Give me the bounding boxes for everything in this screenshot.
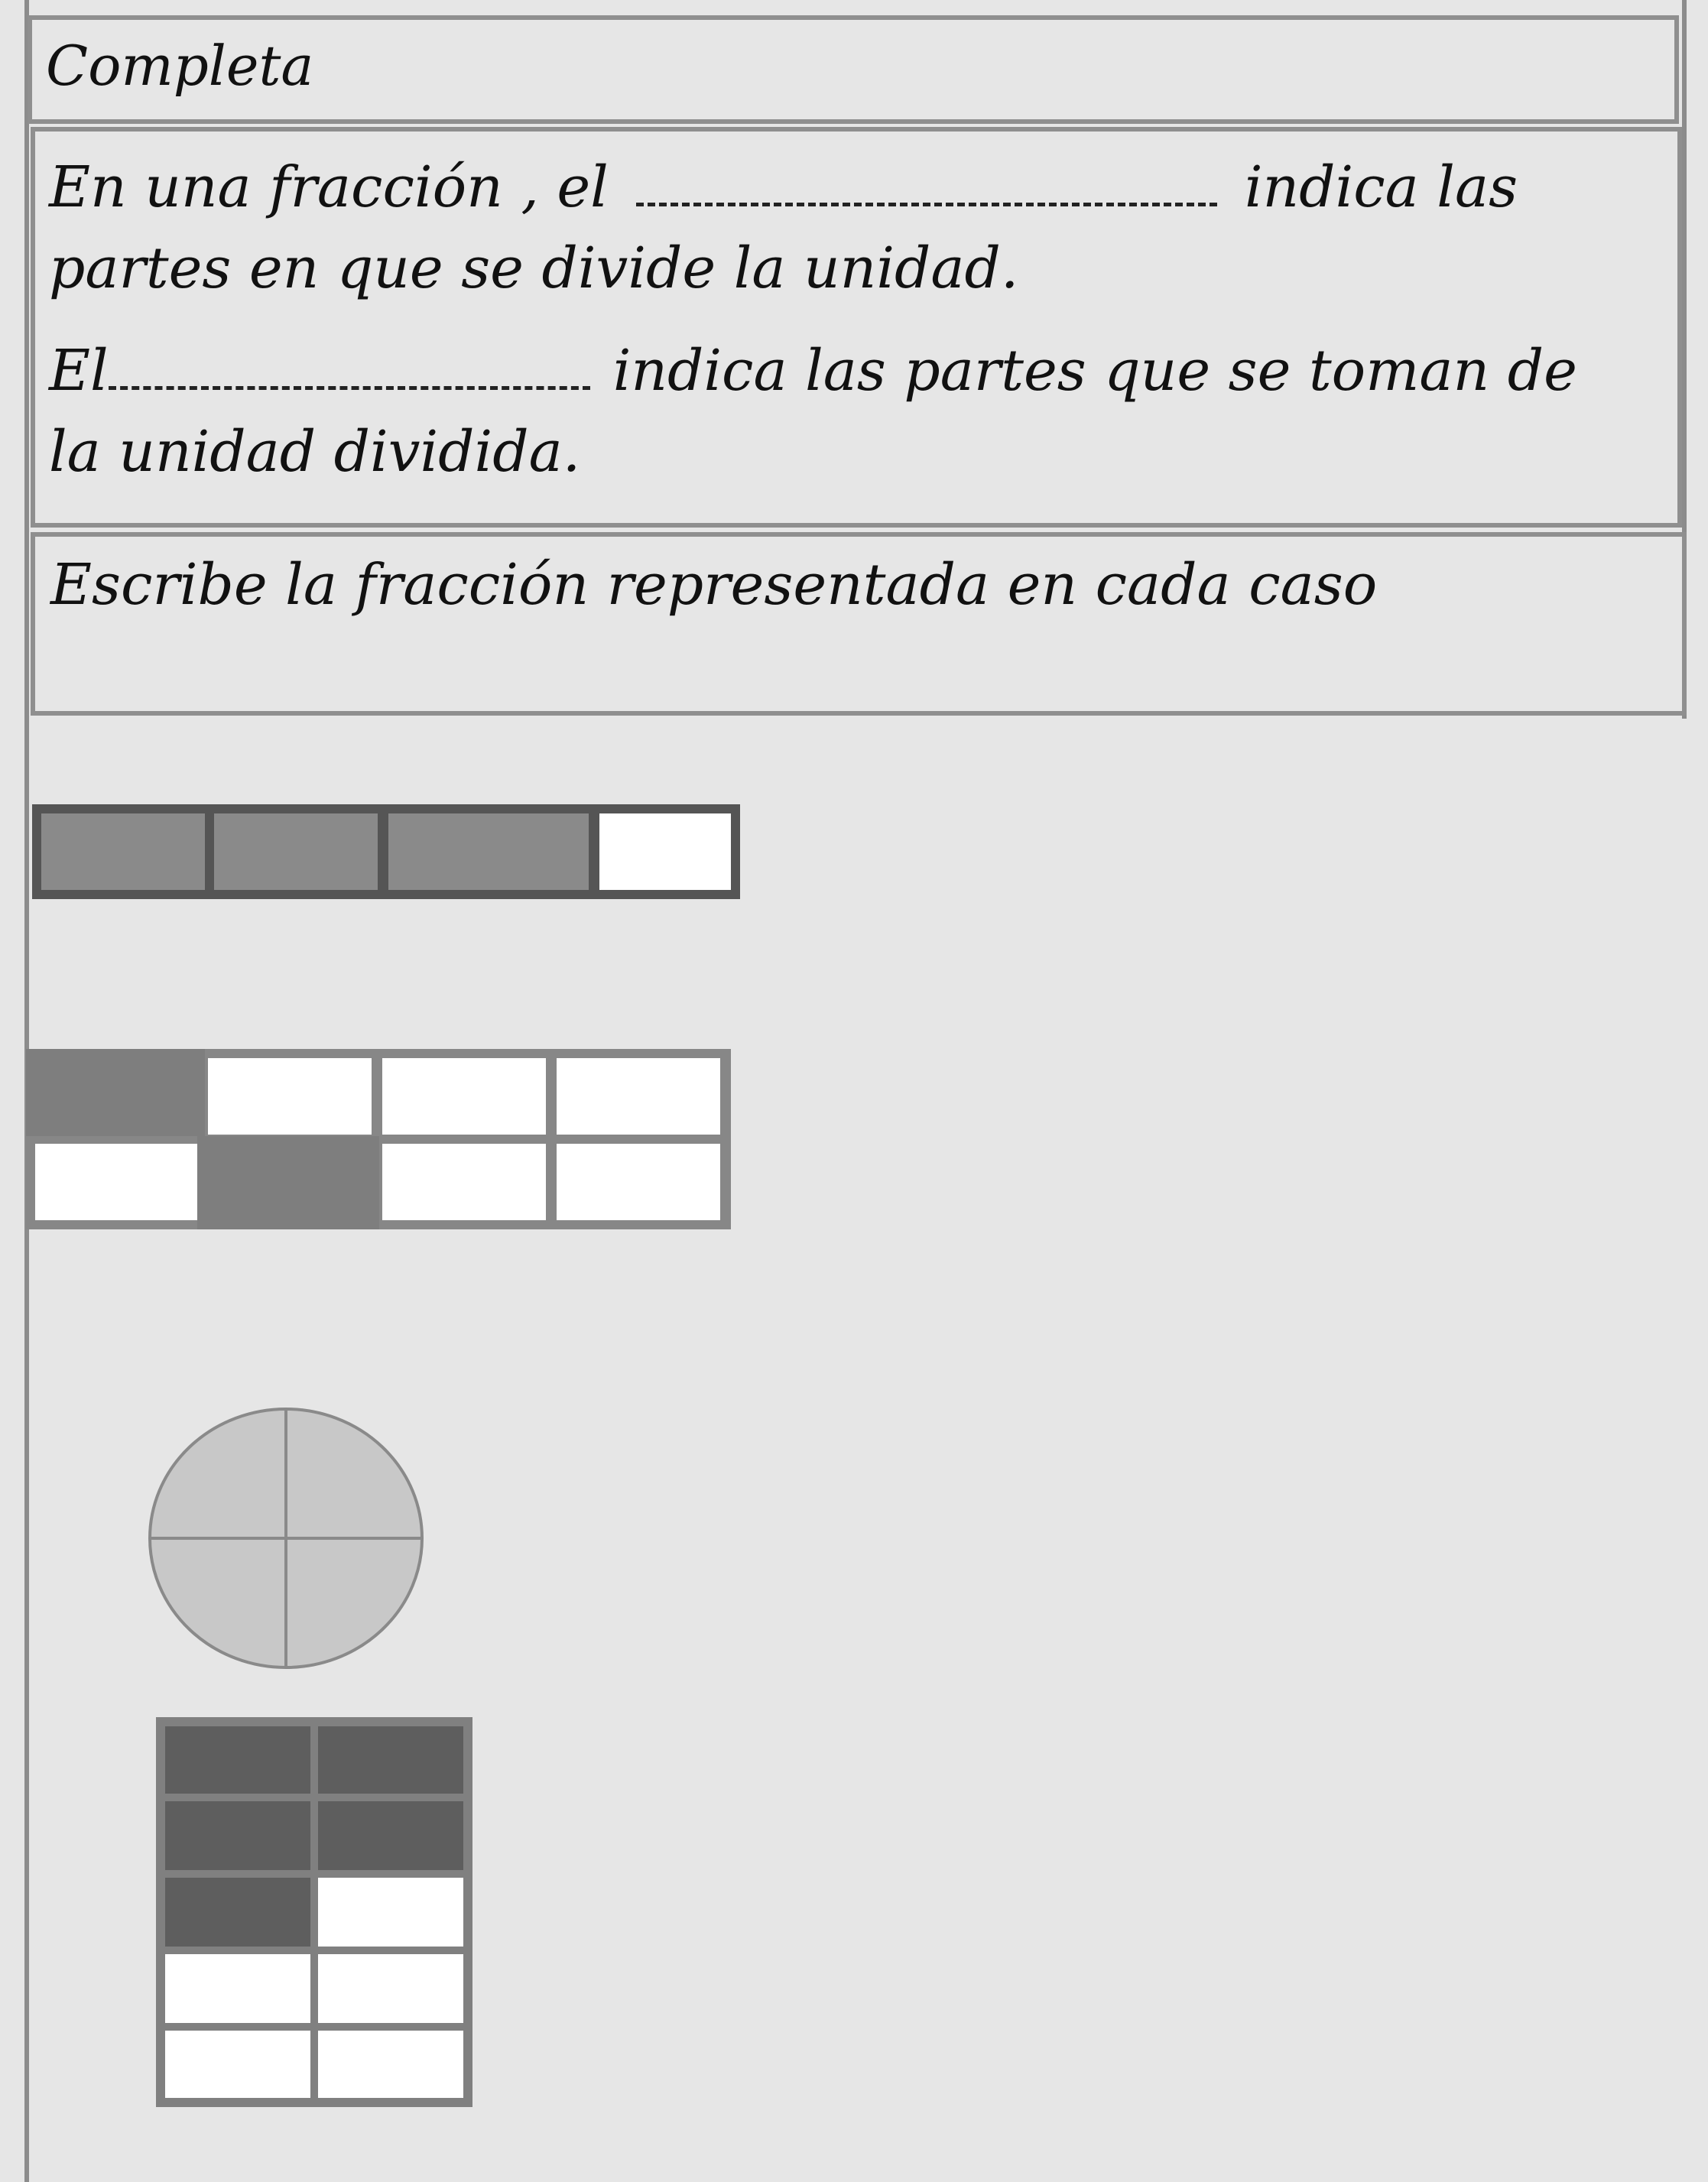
sentence2-part2: indica las partes que se toman de (612, 338, 1577, 404)
instruction-box (31, 532, 1687, 716)
grid-cell-shaded (165, 1878, 310, 1947)
figure-grid-tenths (156, 1717, 472, 2107)
sentence1-part1: En una fracción , el (49, 154, 609, 220)
grid-cell-shaded (318, 1801, 463, 1870)
grid-cell-shaded (318, 1726, 463, 1794)
sentence2-part1: El (49, 338, 109, 404)
numerator-blank[interactable] (109, 386, 590, 390)
grid-cell-empty (318, 2031, 463, 2098)
bar-cell-shaded (388, 813, 589, 890)
grid-cell-empty (165, 2031, 310, 2098)
bar-cell-shaded (214, 813, 378, 890)
sentence2-line2: la unidad dividida. (49, 419, 581, 485)
grid-cell-empty (557, 1144, 720, 1220)
sentence1-part2: indica las (1244, 154, 1518, 220)
grid-cell-empty (557, 1058, 720, 1135)
figure-grid-eighths (26, 1049, 731, 1229)
figure-circle-fourths (145, 1405, 428, 1671)
grid-cell-empty (382, 1058, 546, 1135)
sentence2-line1 (49, 338, 1577, 404)
figure-bar-fourths (32, 804, 740, 899)
completa-title: Completa (46, 34, 314, 98)
instruction-text: Escribe la fracción representada en cada caso (50, 552, 1378, 618)
sentence1-line1 (49, 154, 1518, 220)
bar-cell-shaded (41, 813, 205, 890)
grid-cell-shaded (26, 1049, 205, 1136)
grid-cell-empty (318, 1954, 463, 2023)
grid-cell-shaded (197, 1136, 379, 1229)
grid-cell-empty (382, 1144, 546, 1220)
grid-cell-empty (165, 1954, 310, 2023)
denominator-blank[interactable] (636, 203, 1217, 206)
grid-cell-shaded (165, 1726, 310, 1794)
grid-cell-shaded (165, 1801, 310, 1870)
grid-cell-empty (35, 1144, 223, 1220)
completa-header-box (28, 15, 1679, 124)
grid-cell-empty (208, 1058, 372, 1135)
bar-cell-empty (599, 813, 731, 890)
sentence1-line2: partes en que se divide la unidad. (49, 235, 1019, 301)
grid-cell-empty (318, 1878, 463, 1947)
definitions-box (31, 127, 1682, 528)
